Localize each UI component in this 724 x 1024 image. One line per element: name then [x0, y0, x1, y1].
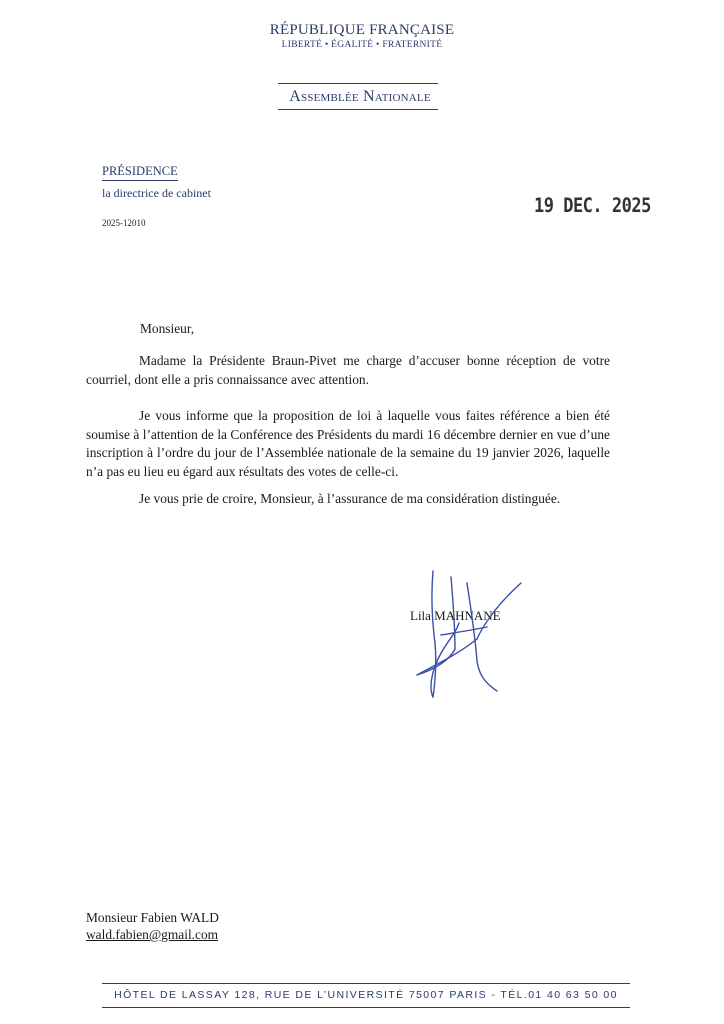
institution-name: Assemblée Nationale [289, 88, 431, 105]
recipient-email[interactable]: wald.fabien@gmail.com [86, 927, 219, 942]
reference-number: 2025-12010 [102, 218, 146, 228]
header-rule-bottom [278, 109, 438, 110]
header-rule-top [278, 83, 438, 84]
footer-rule-top [102, 983, 630, 984]
date-stamp: 19 DEC. 2025 [534, 194, 651, 218]
recipient-name: Monsieur Fabien WALD [86, 910, 219, 925]
sender-role: la directrice de cabinet [102, 186, 211, 200]
national-motto: LIBERTÉ • ÉGALITÉ • FRATERNITÉ [281, 40, 443, 50]
body-paragraph-2: Je vous informe que la proposition de loi à laquelle vous faites référence a bien été soumise à l’attention de la Conférence des Présidents du mardi 16 décembre dernier en vue d’une inscription à l’ordre du jour de l’Assemblée nationale de la semaine du 19 janvier 2026, laquelle n’a pas eu lieu eu égard aux résultats des votes de celle-ci. [86, 408, 610, 479]
body-paragraph-1: Madame la Présidente Braun-Pivet me charge d’accuser bonne réception de votre courriel, dont elle a pris connaissance avec attention. [86, 353, 610, 387]
closing-formula: Je vous prie de croire, Monsieur, à l’assurance de ma considération distinguée. [139, 491, 561, 506]
footer-rule-bottom [102, 1007, 630, 1008]
republique-title: RÉPUBLIQUE FRANÇAISE [269, 22, 455, 38]
sender-office: PRÉSIDENCE [102, 164, 178, 181]
signer-name: Lila MAHNANE [410, 608, 501, 623]
footer-address: HÔTEL DE LASSAY 128, RUE DE L’UNIVERSITÉ 75007 PARIS - TÉL.01 40 63 50 00 [114, 989, 618, 1001]
handwritten-signature [405, 565, 530, 705]
salutation: Monsieur, [140, 321, 195, 336]
